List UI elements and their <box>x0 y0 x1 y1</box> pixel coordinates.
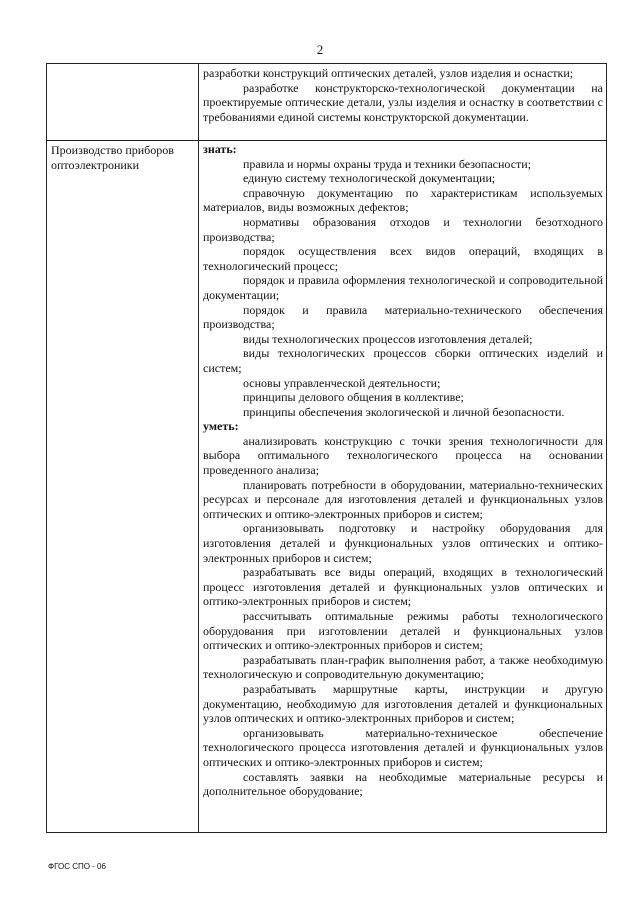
know-item: принципы обеспечения экологической и личной безопасности. <box>243 404 565 419</box>
able-item: разрабатывать план-график выполнения работ, а также необходимую технологическую и сопроводительную документацию; <box>203 652 603 682</box>
able-item: организовывать подготовку и настройку оборудования для изготовления деталей и функциональных узлов оптических и оптико-электронных приборов и систем; <box>203 521 603 565</box>
requirements-cell <box>203 142 603 799</box>
know-item: порядок и правила оформления технологической и сопроводительной документации; <box>203 273 603 302</box>
table-column-divider <box>198 64 199 832</box>
footer-code: ФГОС СПО - 06 <box>48 862 106 871</box>
know-item: справочную документацию по характеристикам используемых материалов, виды возможных дефектов; <box>203 185 603 215</box>
able-item: организовывать материально-техническое обеспечение технологического процесса изготовления деталей и функциональных узлов оптических и оптико-электронных приборов и систем; <box>203 725 603 769</box>
know-item: правила и нормы охраны труда и техники безопасности; <box>243 156 532 171</box>
section-title: Производство приборов оптоэлектроники <box>51 143 174 172</box>
know-item: единую систему технологической документации; <box>243 171 496 186</box>
table-row-divider <box>47 140 606 141</box>
know-item: нормативы образования отходов и технологии безотходного производства; <box>203 214 603 244</box>
able-item: рассчитывать оптимальные режимы работы технологического оборудования при изготовлении деталей и функциональных узлов оптических и оптико-электронных приборов и систем; <box>203 609 603 653</box>
know-item: виды технологических процессов изготовления деталей; <box>243 331 533 346</box>
top-row-item: разработке конструкторско-технологической документации на проектируемые оптические детали, узлы изделия и оснастку в соответствии с требованиями единой системы конструкторской документации. <box>203 80 603 124</box>
page-number: 2 <box>316 42 324 57</box>
know-item: основы управленческой деятельности; <box>243 375 441 390</box>
able-item: составлять заявки на необходимые материальные ресурсы и дополнительное оборудование; <box>203 769 603 799</box>
know-heading: знать: <box>203 142 237 156</box>
top-row-item: разработки конструкций оптических деталей, узлов изделия и оснастки; <box>203 66 574 80</box>
know-item: порядок осуществления всех видов операций, входящих в технологический процесс; <box>203 244 603 273</box>
know-item: порядок и правила материально-технического обеспечения производства; <box>203 302 603 332</box>
know-item: виды технологических процессов сборки оптических изделий и систем; <box>203 346 603 375</box>
able-item: планировать потребности в оборудовании, материально-технических ресурсах и персонале для изготовления деталей и функциональных узлов оптических и оптико-электронных приборов и систем; <box>203 477 603 521</box>
able-item: разрабатывать все виды операций, входящих в технологический процесс изготовления деталей и функциональных узлов оптических и оптико-электронных приборов и систем; <box>203 565 603 609</box>
know-item: принципы делового общения в коллективе; <box>243 390 464 405</box>
able-heading: уметь: <box>203 419 239 434</box>
able-item: анализировать конструкцию с точки зрения технологичности для выбора оптимального технологического процесса на основании проведенного анализа; <box>203 433 603 478</box>
able-item: разрабатывать маршрутные карты, инструкции и другую документацию, необходимую для изготовления деталей и функциональных узлов оптических и оптико-электронных приборов и систем; <box>203 681 603 726</box>
top-row-cell <box>203 66 603 124</box>
competency-table <box>46 63 607 833</box>
